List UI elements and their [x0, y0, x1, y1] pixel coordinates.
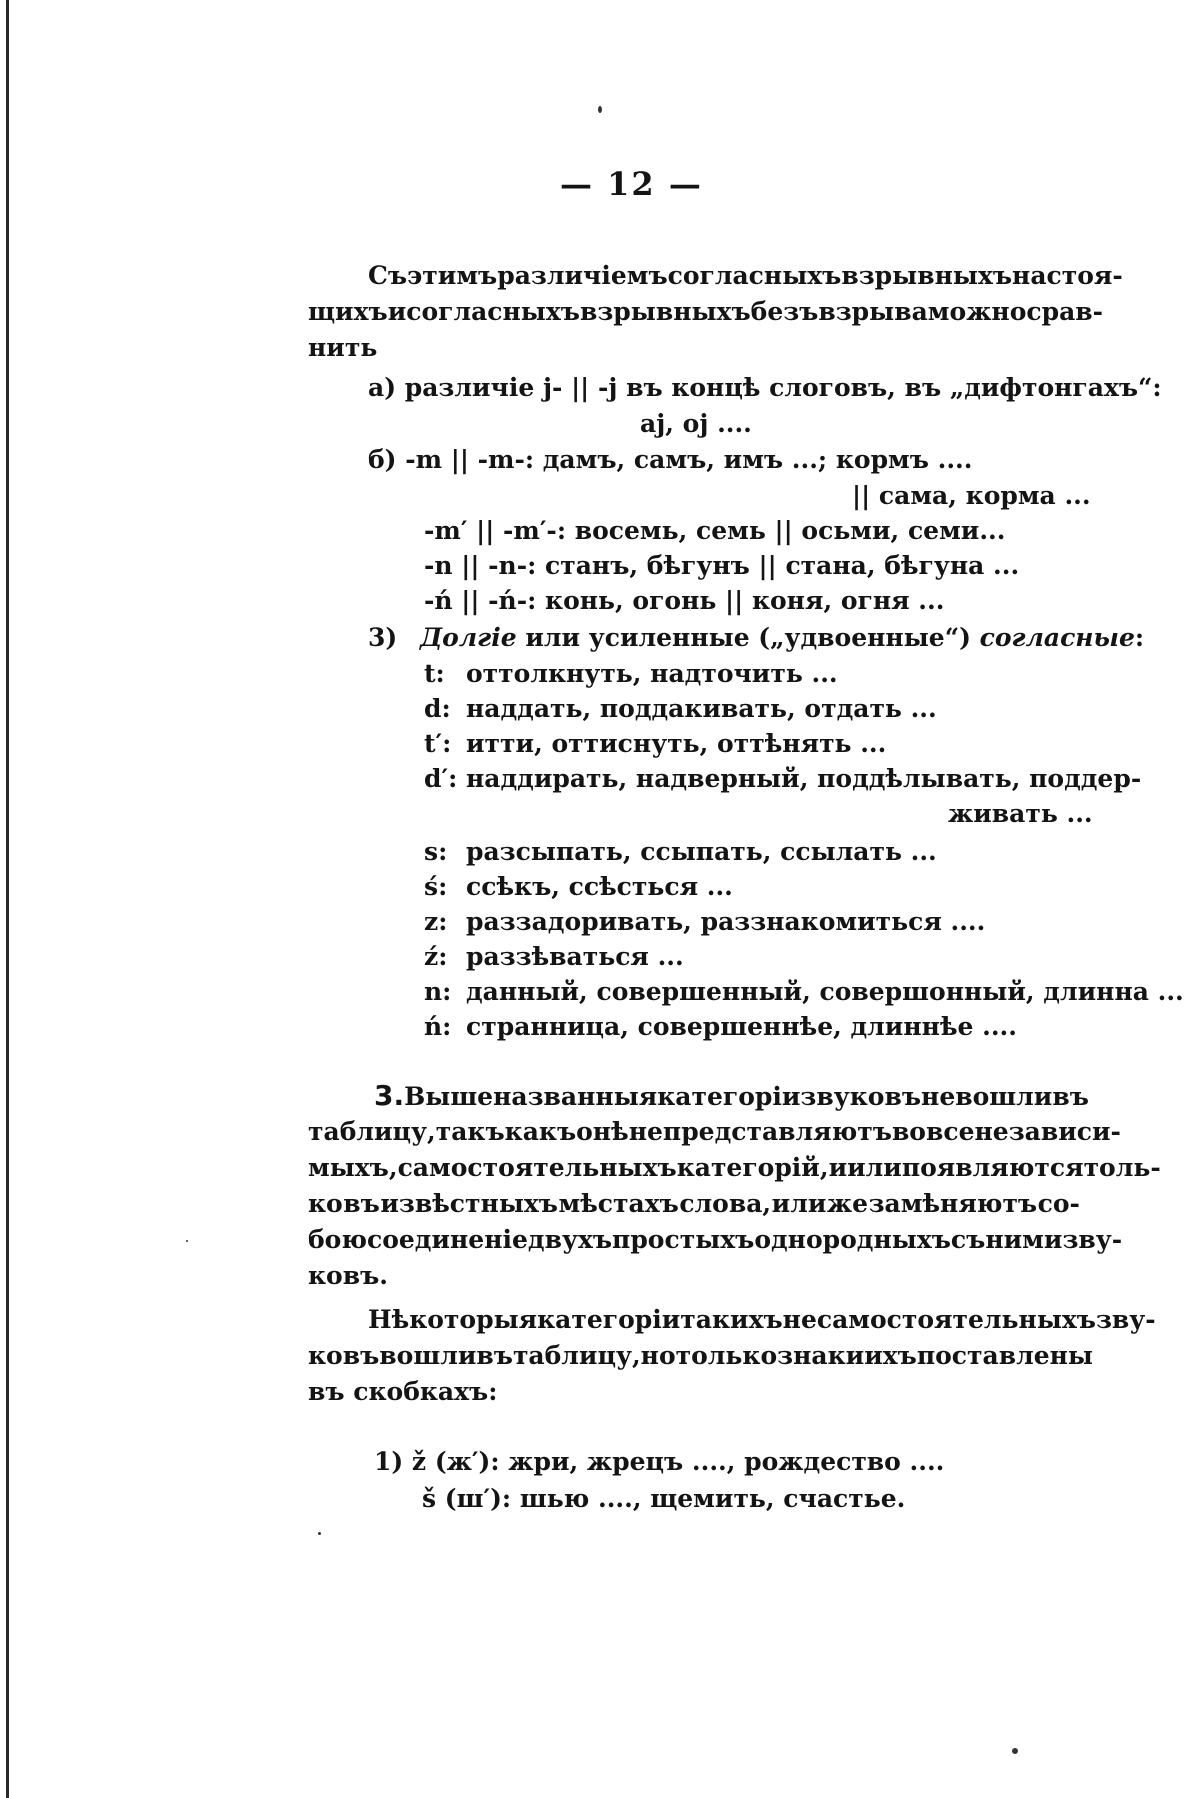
para1-line2: [308, 296, 1104, 328]
word: настоя-: [1012, 261, 1123, 290]
word: Выше: [404, 1082, 494, 1111]
word: въ: [476, 1341, 513, 1370]
long-row-symbol: s:: [424, 837, 448, 866]
long-row: [424, 693, 937, 725]
word: категоріи: [537, 1305, 681, 1334]
word: несамостоятельныхъ: [782, 1305, 1096, 1334]
word: въ: [1052, 1082, 1089, 1111]
long-row: [424, 763, 1141, 795]
long-row-symbol: ś:: [424, 872, 448, 901]
long-row-text: ссѣкъ, ссѣсться ...: [466, 872, 733, 901]
word: этимъ: [407, 261, 498, 290]
word: самостоятельныхъ: [397, 1153, 677, 1182]
long-row-symbol: d:: [424, 694, 451, 723]
word: или: [771, 1189, 827, 1218]
long-row-symbol: ź:: [424, 942, 448, 971]
para1-line3: нить: [308, 333, 378, 362]
section3-line4: [308, 1188, 1080, 1220]
word: двухъ: [527, 1225, 613, 1254]
long-row-symbol: t:: [424, 659, 445, 688]
word: и: [828, 1153, 848, 1182]
word: съ: [950, 1225, 986, 1254]
word: ко: [308, 1189, 343, 1218]
item-b-line2: || сама, корма ...: [852, 481, 1091, 510]
para-last-line1: [368, 1304, 1156, 1336]
word: можно: [927, 297, 1027, 326]
final-item-line2: š (ш′): шью ...., щемить, счастье.: [422, 1484, 906, 1513]
word: со-: [1037, 1189, 1080, 1218]
para1-line1: [368, 260, 1123, 292]
word: извѣстныхъ: [380, 1189, 558, 1218]
word: ними: [985, 1225, 1063, 1254]
word: звуковъ: [800, 1082, 922, 1111]
word: мыхъ,: [308, 1153, 398, 1182]
word: или: [847, 1153, 902, 1182]
item-3-colon: :: [1134, 623, 1145, 652]
word: вошли: [379, 1341, 477, 1370]
word: замѣняютъ: [868, 1189, 1038, 1218]
item-a-line1: а) различіе j- || -j въ концѣ слоговъ, въ „дифтонгахъ“:: [368, 373, 1162, 402]
long-row-text: живать ...: [948, 799, 1093, 828]
word: названныя: [493, 1082, 658, 1111]
long-row-continuation: [948, 798, 1093, 830]
word: таблицу,: [512, 1341, 641, 1370]
word: независи-: [974, 1117, 1121, 1146]
word: безъ: [750, 297, 819, 326]
word: не: [628, 1117, 663, 1146]
long-row-text: раззадоривать, раззнакомиться ....: [466, 907, 986, 936]
word: какъ: [504, 1117, 577, 1146]
word: и: [387, 297, 407, 326]
long-row: [424, 728, 886, 760]
word: не: [921, 1082, 956, 1111]
long-row-symbol: n:: [424, 977, 452, 1006]
word: въ: [343, 1189, 380, 1218]
word: категорій,: [676, 1153, 829, 1182]
section3-line3: [308, 1152, 1161, 1184]
word: взрывныхъ: [841, 261, 1013, 290]
word: зву-: [1062, 1225, 1123, 1254]
item-3-number: 3): [368, 623, 398, 652]
final-item-line1: 1) ž (ж′): жри, жрецъ ...., рождество ....: [374, 1447, 945, 1476]
word: появляются: [901, 1153, 1084, 1182]
word: Нѣкоторыя: [368, 1305, 538, 1334]
word: Съ: [368, 261, 408, 290]
long-row-symbol: z:: [424, 907, 448, 936]
word: категоріи: [657, 1082, 801, 1111]
word: таблицу,: [308, 1117, 436, 1146]
word: согласныхъ: [667, 261, 842, 290]
word: бою: [308, 1225, 367, 1254]
para-last-line2: [308, 1340, 1093, 1372]
long-row-text: раззѣваться ...: [466, 942, 684, 971]
section3-line6: ковъ.: [308, 1261, 388, 1290]
item-b-line3: -m′ || -m′-: восемь, семь || осьми, семи...: [424, 516, 1006, 545]
item-b-line1: б) -m || -m-: дамъ, самъ, имъ ...; кормъ ....: [368, 445, 973, 474]
word: но: [640, 1341, 676, 1370]
word: ковъ: [308, 1341, 380, 1370]
word: простыхъ: [612, 1225, 755, 1254]
word: соединеніе: [366, 1225, 528, 1254]
para-last-line3: въ скобкахъ:: [308, 1377, 498, 1406]
word: щихъ: [308, 297, 388, 326]
word: вошли: [955, 1082, 1053, 1111]
word: такъ: [435, 1117, 505, 1146]
word: онѣ: [576, 1117, 629, 1146]
item-a-line2: aj, oj ....: [640, 409, 752, 438]
long-row: [424, 871, 733, 903]
long-row-text: оттолкнуть, надточить ...: [466, 659, 838, 688]
scan-speck: [318, 1532, 321, 1535]
long-row-text: данный, совершенный, совершонный, длинна ...: [466, 977, 1184, 1006]
long-row: [424, 976, 1184, 1008]
scan-speck: [186, 1240, 188, 1242]
word: знаки: [777, 1341, 865, 1370]
word: различіемъ: [497, 261, 668, 290]
word: же: [826, 1189, 869, 1218]
word: поставлены: [916, 1341, 1093, 1370]
item-b-line5: -ń || -ń-: конь, огонь || коня, огня ...: [424, 586, 945, 615]
section-number: 3.: [374, 1079, 405, 1112]
long-row: [424, 836, 937, 868]
word: такихъ: [680, 1305, 783, 1334]
word: представляютъ: [662, 1117, 892, 1146]
section3-line5: [308, 1224, 1123, 1256]
long-row: [424, 1011, 1017, 1043]
item-b-line4: -n || -n-: станъ, бѣгунъ || стана, бѣгуна ...: [424, 551, 1020, 580]
long-row-text: наддирать, надверный, поддѣлывать, поддер-: [466, 764, 1142, 793]
item-3-italic-term-2: согласные: [979, 623, 1135, 652]
word: мѣстахъ: [558, 1189, 679, 1218]
scan-speck: [598, 106, 602, 113]
scan-speck: [1012, 1748, 1018, 1754]
word: толь-: [1083, 1153, 1161, 1182]
word: взрывныхъ: [579, 297, 751, 326]
long-row-symbol: ń:: [424, 1012, 452, 1041]
long-row-text: разсыпать, ссыпать, ссылать ...: [466, 837, 937, 866]
page-edge-line: [6, 0, 9, 1798]
page-number: — 12 —: [560, 165, 703, 203]
long-row-text: странница, совершеннѣе, длиннѣе ....: [466, 1012, 1017, 1041]
long-row: [424, 658, 838, 690]
long-row-text: наддать, поддакивать, отдать ...: [466, 694, 937, 723]
word: зву-: [1095, 1305, 1156, 1334]
item-3-heading: [368, 622, 1144, 654]
word: взрыва: [818, 297, 928, 326]
long-row-text: итти, оттиснуть, оттѣнять ...: [466, 729, 887, 758]
long-row: [424, 906, 985, 938]
long-row: [424, 941, 684, 973]
word: ихъ: [864, 1341, 917, 1370]
section3-line2: [308, 1116, 1121, 1148]
word: согласныхъ: [406, 297, 580, 326]
item-3-italic-term: Долгіе: [419, 623, 517, 652]
word: вовсе: [891, 1117, 975, 1146]
word: слова,: [679, 1189, 772, 1218]
word: однородныхъ: [754, 1225, 951, 1254]
item-3-mid-text: или усиленные („удвоенные“): [516, 623, 980, 652]
word: только: [675, 1341, 778, 1370]
section3-line1: [374, 1079, 1089, 1113]
word: срав-: [1026, 297, 1104, 326]
long-row-symbol: d′:: [424, 764, 458, 793]
long-row-symbol: t′:: [424, 729, 452, 758]
